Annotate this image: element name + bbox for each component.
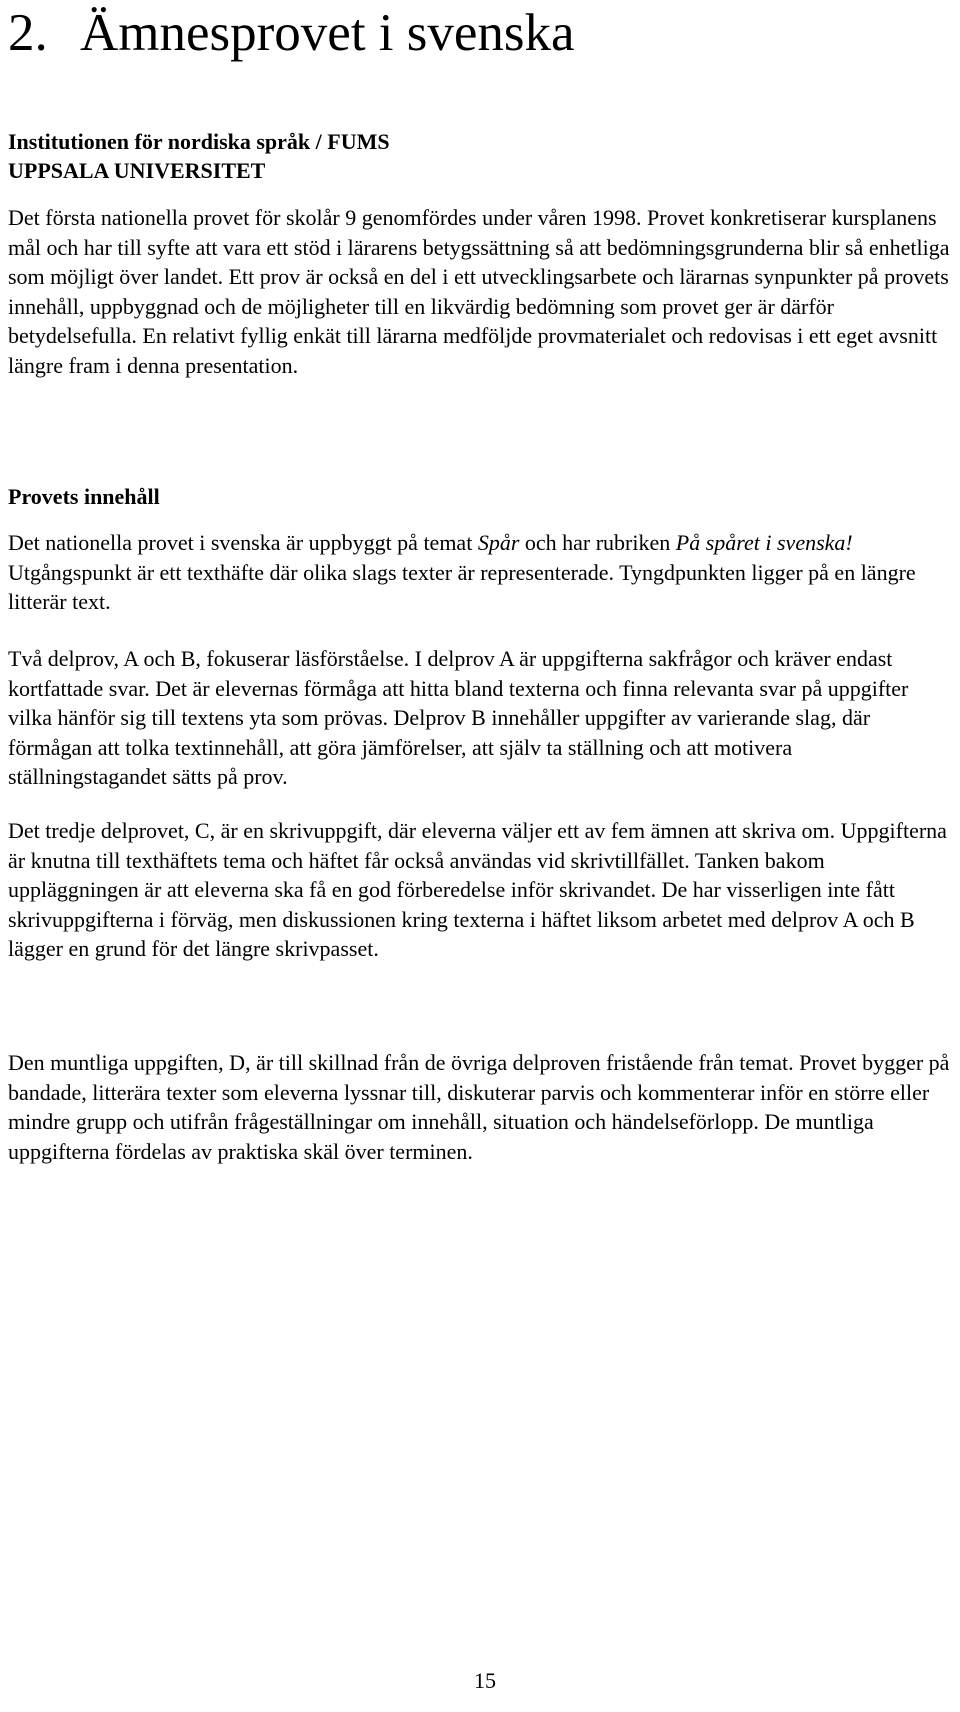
content-paragraph-4: Den muntliga uppgiften, D, är till skillnad från de övriga delproven fristående från temat. Provet bygger på bandade, litterära texter som eleverna lyssnar till, diskuterar parvis och kommenterar inför en större eller mindre grupp och utifrån frågeställningar om innehåll, situation och händelseförlopp. De muntliga uppgifterna fördelas av praktiska skäl över terminen. — [8, 1050, 950, 1164]
section-heading: Provets innehåll — [8, 484, 160, 509]
rubric-name: På spåret i svenska! — [675, 530, 853, 555]
paragraph-text: Det nationella provet i svenska är uppbyggt på temat — [8, 530, 478, 555]
affiliation-block — [8, 127, 390, 185]
chapter-title-text: Ämnesprovet i svenska — [80, 4, 575, 62]
page-number: 15 — [474, 1668, 496, 1693]
affiliation-university: UPPSALA UNIVERSITET — [8, 158, 266, 183]
chapter-title — [8, 2, 575, 64]
content-paragraph-3: Det tredje delprovet, C, är en skrivuppgift, där eleverna väljer ett av fem ämnen att skriva om. Uppgifterna är knutna till texthäftets tema och häftet får också användas vid skrivtillfället. Tanken bakom uppläggningen är att eleverna ska få en god förberedelse inför skrivandet. De har visserligen inte fått skrivuppgifterna i förväg, men diskussionen kring texterna i häftet liksom arbetet med delprov A och B lägger en grund för det längre skrivpasset. — [8, 818, 947, 962]
intro-paragraph: Det första nationella provet för skolår 9 genomfördes under våren 1998. Provet konkretiserar kursplanens mål och har till syfte att vara ett stöd i lärarens betygssättning så att bedömningsgrunderna blir så enhetliga som möjligt över landet. Ett prov är också en del i ett utvecklingsarbete och lärarnas synpunkter på provets innehåll, uppbyggnad och de möjligheter till en likvärdig bedömning som provet ger är därför betydelsefulla. En relativt fyllig enkät till lärarna medföljde provmaterialet och redovisas i ett eget avsnitt längre fram i denna presentation. — [8, 205, 950, 378]
affiliation-department: Institutionen för nordiska språk / FUMS — [8, 129, 390, 154]
content-paragraph-2: Två delprov, A och B, fokuserar läsförståelse. I delprov A är uppgifterna sakfrågor och kräver endast kortfattade svar. Det är elevernas förmåga att hitta bland texterna och finna relevanta svar på uppgifter vilka hänför sig till textens yta som prövas. Delprov B innehåller uppgifter av varierande slag, där förmågan att tolka textinnehåll, att göra jämförelser, att själv ta ställning och att motivera ställningstagandet sätts på prov. — [8, 646, 909, 790]
content-paragraph-1 — [8, 528, 956, 617]
paragraph-text: och har rubriken — [519, 530, 676, 555]
paragraph-text: Utgångspunkt är ett texthäfte där olika slags texter är representerade. Tyngdpunkten ligger på en längre litterär text. — [8, 559, 916, 615]
theme-name: Spår — [477, 530, 520, 555]
chapter-number: 2. — [8, 4, 48, 62]
